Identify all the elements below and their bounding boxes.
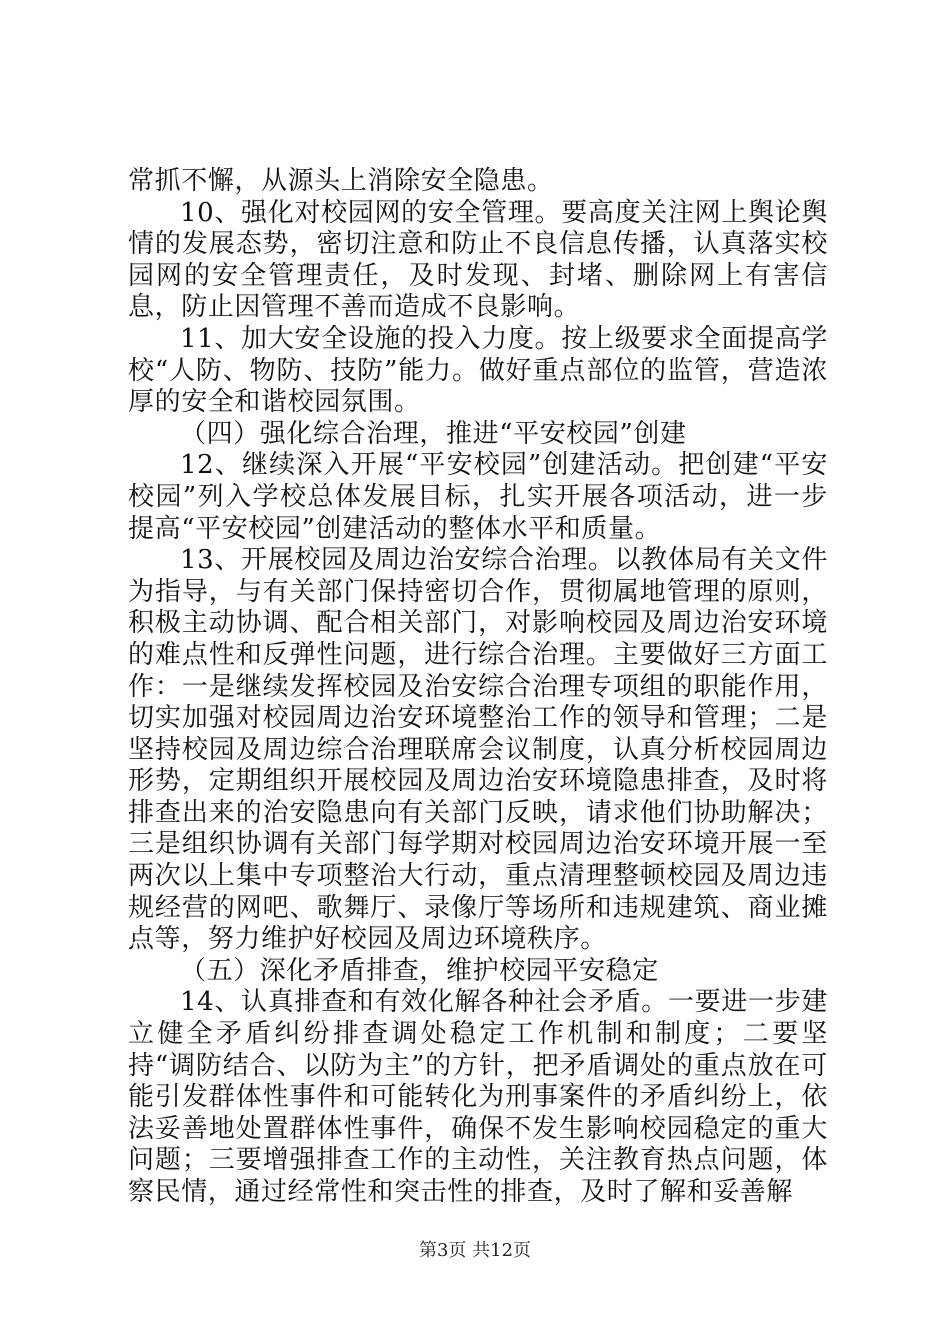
paragraph-item-12: 12、继续深入开展“平安校园”创建活动。把创建“平安校园”列入学校总体发展目标，扎实开展各项活动，进一步提高“平安校园”创建活动的整体水平和质量。 [128, 450, 828, 544]
document-body [128, 166, 828, 1209]
paragraph-item-11: 11、加大安全设施的投入力度。按上级要求全面提高学校“人防、物防、技防”能力。做好重点部位的监管，营造浓厚的安全和谐校园氛围。 [128, 323, 828, 418]
section-heading-4: （四）强化综合治理，推进“平安校园”创建 [180, 418, 687, 449]
paragraph-item-14: 14、认真排查和有效化解各种社会矛盾。一要进一步建立健全矛盾纠纷排查调处稳定工作机制和制度；二要坚持“调防结合、以防为主”的方针，把矛盾调处的重点放在可能引发群体性事件和可能转化为刑事案件的矛盾纠纷上，依法妥善地处置群体性事件，确保不发生影响校园稳定的重大问题；三要增强排查工作的主动性，关注教育热点问题，体察民情，通过经常性和突击性的排查，及时了解和妥善解 [128, 987, 828, 1207]
paragraph-item-13: 13、开展校园及周边治安综合治理。以教体局有关文件为指导，与有关部门保持密切合作，贯彻属地管理的原则，积极主动协调、配合相关部门，对影响校园及周边治安环境的难点性和反弹性问题，进行综合治理。主要做好三方面工作：一是继续发挥校园及治安综合治理专项组的职能作用，切实加强对校园周边治安环境整治工作的领导和管理；二是坚持校园及周边综合治理联席会议制度，认真分析校园周边形势，定期组织开展校园及周边治安环境隐患排查，及时将排查出来的治安隐患向有关部门反映，请求他们协助解决；三是组织协调有关部门每学期对校园周边治安环境开展一至两次以上集中专项整治大行动，重点清理整顿校园及周边违规经营的网吧、歌舞厅、录像厅等场所和违规建筑、商业摊点等，努力维护好校园及周边环境秩序。 [128, 545, 828, 955]
paragraph-continuation: 常抓不懈，从源头上消除安全隐患。 [128, 166, 554, 196]
page-footer: 第3页 共12页 [418, 1240, 532, 1261]
section-heading-5: （五）深化矛盾排查，维护校园平安稳定 [180, 955, 659, 986]
paragraph-item-10: 10、强化对校园网的安全管理。要高度关注网上舆论舆情的发展态势，密切注意和防止不良信息传播，认真落实校园网的安全管理责任，及时发现、封堵、删除网上有害信息，防止因管理不善而造成不良影响。 [128, 197, 828, 323]
